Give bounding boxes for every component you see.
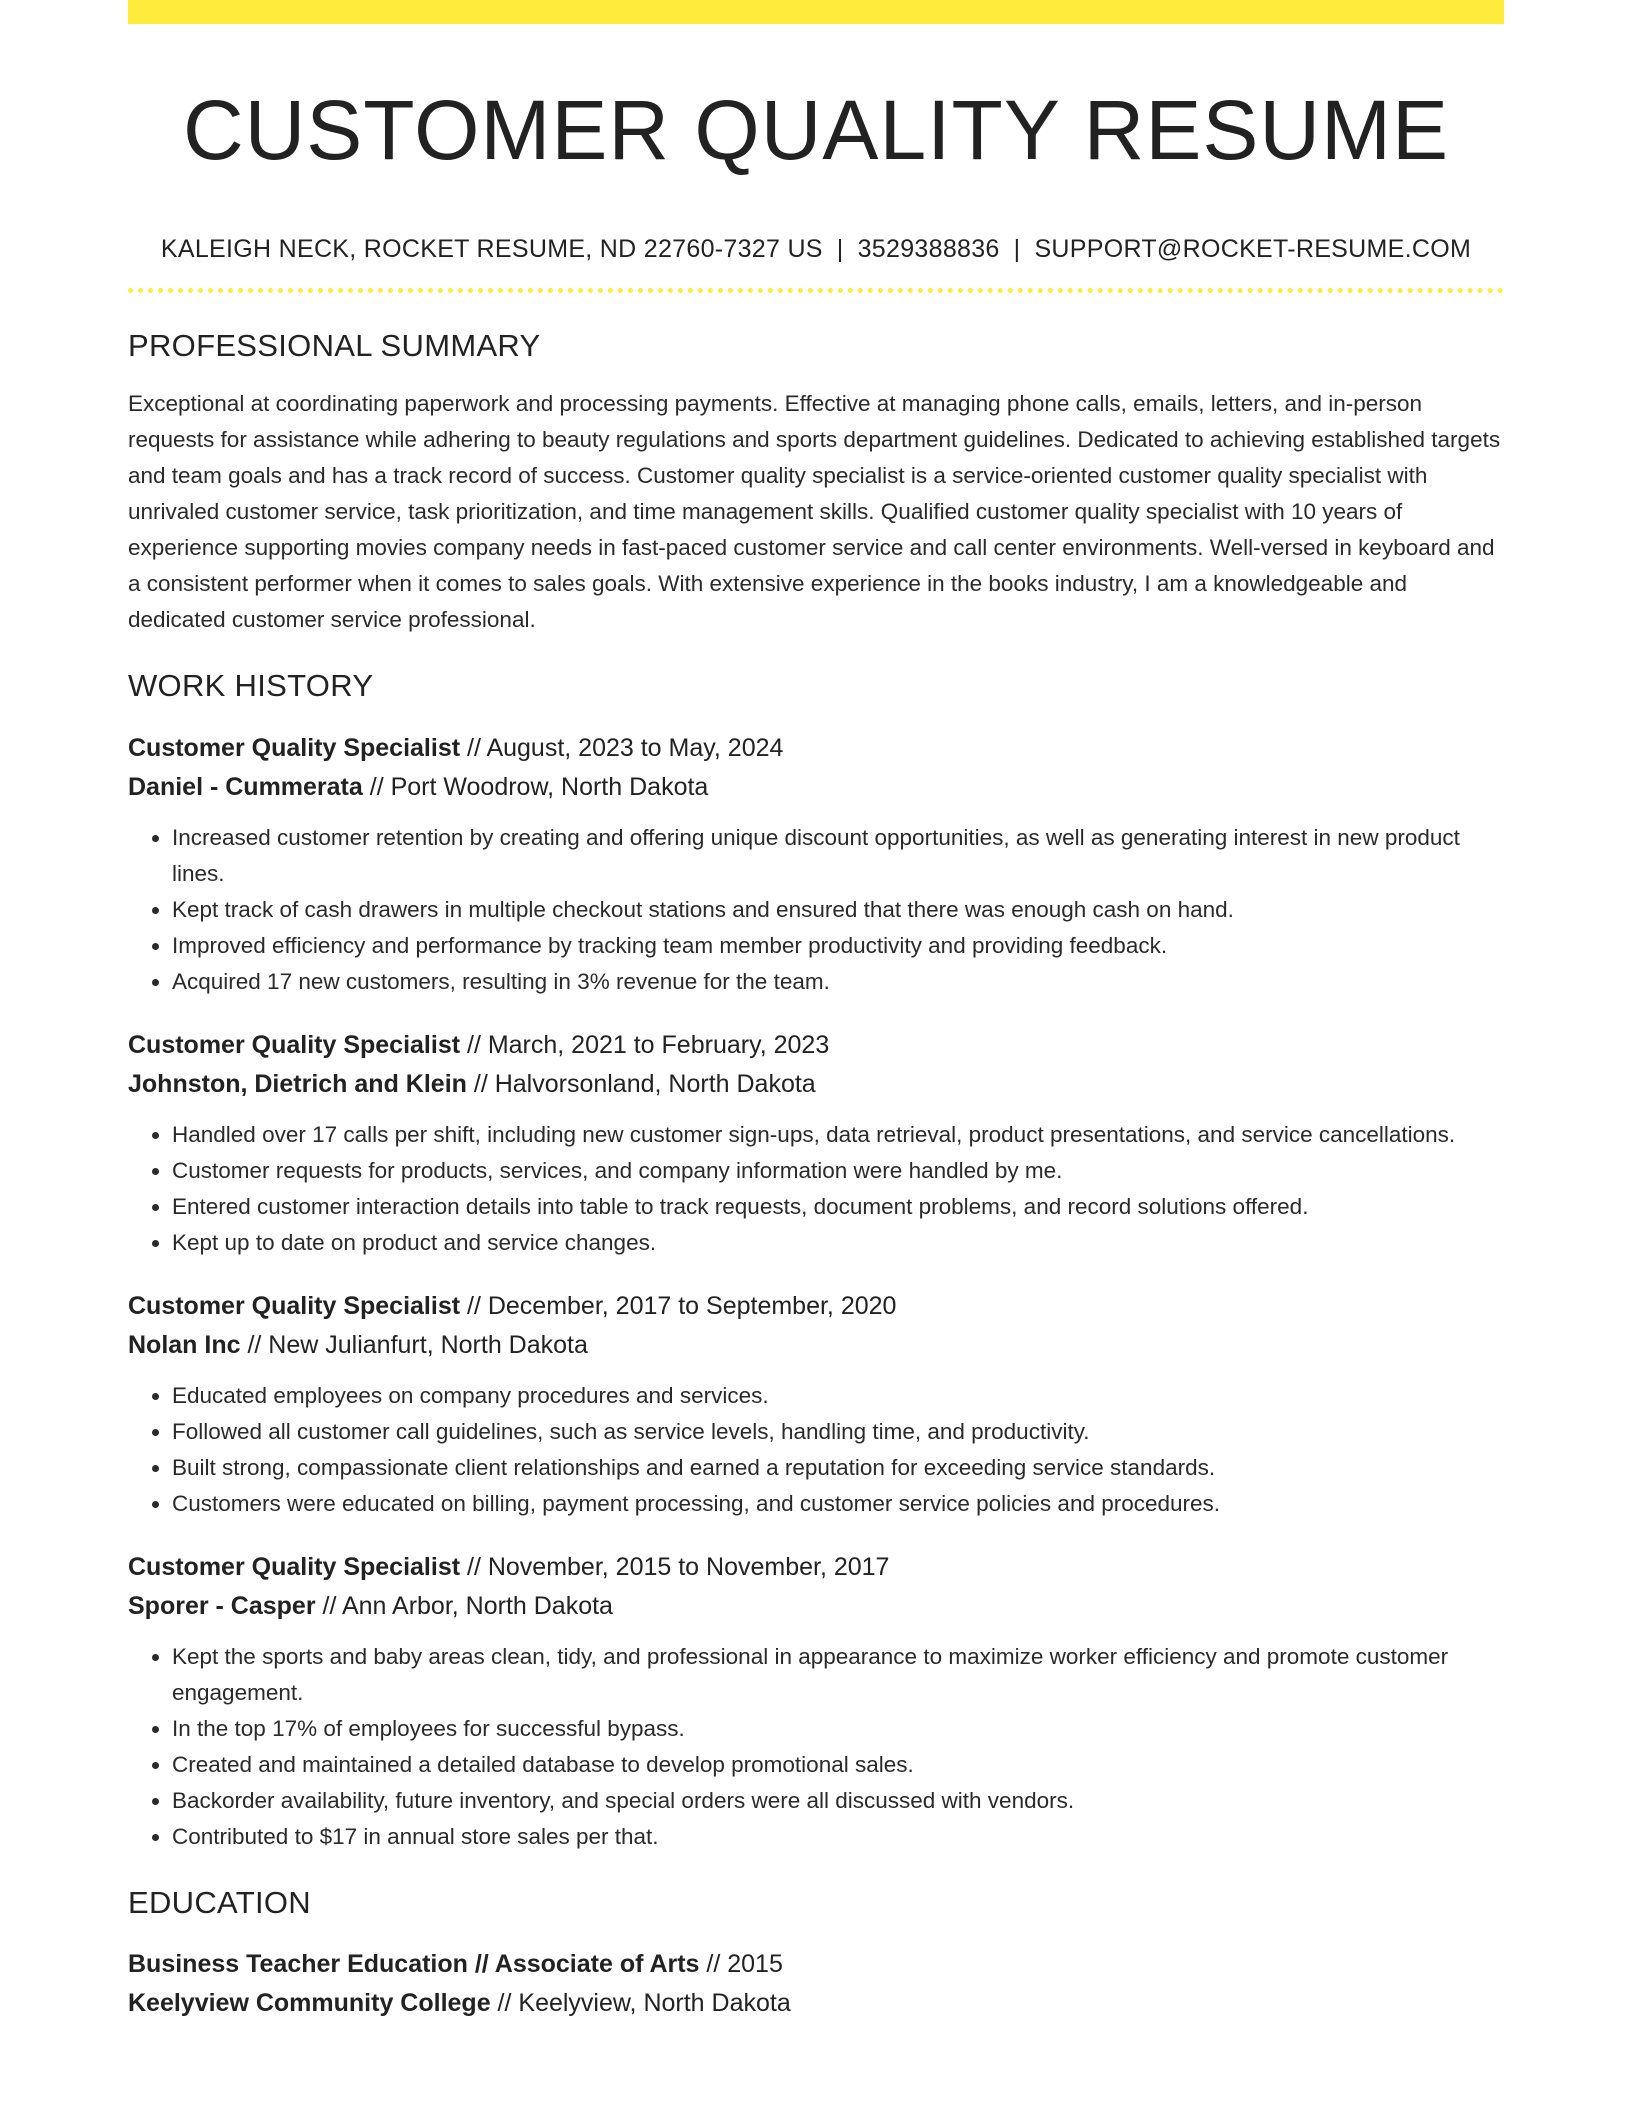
- job-dates: // November, 2015 to November, 2017: [460, 1553, 890, 1581]
- job-dates: // December, 2017 to September, 2020: [460, 1292, 897, 1320]
- education-school-line: [128, 1984, 1504, 2023]
- contact-separator: |: [1013, 235, 1021, 263]
- job-company-line: [128, 1587, 1504, 1626]
- job-company: Johnston, Dietrich and Klein: [128, 1070, 467, 1098]
- job-company-line: [128, 1065, 1504, 1104]
- contact-separator: |: [836, 235, 844, 263]
- job-location: // Halvorsonland, North Dakota: [466, 1070, 816, 1098]
- resume-page: [128, 0, 1504, 2023]
- job-company: Sporer - Casper: [128, 1592, 316, 1620]
- job-bullets: [128, 1378, 1504, 1522]
- job-bullet: • Created and maintained a detailed database to develop promotional sales.: [172, 1747, 1504, 1783]
- job-bullet: • Improved efficiency and performance by tracking team member productivity and providing feedback.: [172, 928, 1504, 964]
- contact-line: [128, 233, 1504, 265]
- job-title-line: [128, 1026, 1504, 1065]
- job-bullet: • Backorder availability, future inventory, and special orders were all discussed with vendors.: [172, 1783, 1504, 1819]
- resume-title: CUSTOMER QUALITY RESUME: [182, 83, 1450, 177]
- summary-text: Exceptional at coordinating paperwork and processing payments. Effective at managing phone calls, emails, letters, and in-person requests for assistance while adhering to beauty regulations and sports department guidelines. Dedicated to achieving established targets and team goals and has a track record of success. Customer quality specialist is a service-oriented customer quality specialist with unrivaled customer service, task prioritization, and time management skills. Qualified customer quality specialist with 10 years of experience supporting movies company needs in fast-paced customer service and call center environments. Well-versed in keyboard and a consistent performer when it comes to sales goals. With extensive experience in the books industry, I am a knowledgeable and dedicated customer service professional.: [128, 391, 1501, 632]
- job-bullet: • Handled over 17 calls per shift, including new customer sign-ups, data retrieval, product presentations, and service cancellations.: [172, 1117, 1504, 1153]
- job-location: // New Julianfurt, North Dakota: [240, 1331, 588, 1359]
- job-bullet: • In the top 17% of employees for successful bypass.: [172, 1711, 1504, 1747]
- job-bullets: [128, 1117, 1504, 1261]
- job-bullet: • Built strong, compassionate client relationships and earned a reputation for exceeding service standards.: [172, 1450, 1504, 1486]
- job-entry: [128, 1287, 1504, 1522]
- summary-heading: PROFESSIONAL SUMMARY: [128, 328, 541, 363]
- job-title-line: [128, 729, 1504, 768]
- contact-phone: 3529388836: [857, 235, 1000, 263]
- education-degree: Business Teacher Education // Associate of Arts: [128, 1950, 700, 1978]
- job-title: Customer Quality Specialist: [128, 734, 461, 762]
- job-company-line: [128, 1326, 1504, 1365]
- job-dates: // March, 2021 to February, 2023: [460, 1031, 830, 1059]
- job-title: Customer Quality Specialist: [128, 1292, 461, 1320]
- job-company: Daniel - Cummerata: [128, 773, 363, 801]
- job-entry: [128, 1548, 1504, 1855]
- job-entry: [128, 1026, 1504, 1261]
- job-bullets: [128, 820, 1504, 1000]
- contact-email: SUPPORT@ROCKET-RESUME.COM: [1034, 235, 1472, 263]
- job-company: Nolan Inc: [128, 1331, 241, 1359]
- job-title: Customer Quality Specialist: [128, 1553, 461, 1581]
- job-bullet: • Educated employees on company procedures and services.: [172, 1378, 1504, 1414]
- job-bullet: • Kept track of cash drawers in multiple checkout stations and ensured that there was enough cash on hand.: [172, 892, 1504, 928]
- education-heading: EDUCATION: [128, 1885, 311, 1920]
- job-bullet: • Followed all customer call guidelines, such as service levels, handling time, and productivity.: [172, 1414, 1504, 1450]
- job-bullet: • Entered customer interaction details into table to track requests, document problems, and record solutions offered.: [172, 1189, 1504, 1225]
- job-bullet: • Kept up to date on product and service changes.: [172, 1225, 1504, 1261]
- job-bullet: • Contributed to $17 in annual store sales per that.: [172, 1819, 1504, 1855]
- job-location: // Ann Arbor, North Dakota: [315, 1592, 613, 1620]
- contact-address: KALEIGH NECK, ROCKET RESUME, ND 22760-7327 US: [160, 235, 823, 263]
- job-bullets: [128, 1639, 1504, 1855]
- job-bullet: • Acquired 17 new customers, resulting in 3% revenue for the team.: [172, 964, 1504, 1000]
- job-dates: // August, 2023 to May, 2024: [460, 734, 784, 762]
- education-school: Keelyview Community College: [128, 1989, 491, 2017]
- job-title-line: [128, 1287, 1504, 1326]
- dotted-divider: [128, 288, 1504, 293]
- job-title-line: [128, 1548, 1504, 1587]
- education-entry: [128, 1945, 1504, 2023]
- education-location: // Keelyview, North Dakota: [490, 1989, 791, 2017]
- job-location: // Port Woodrow, North Dakota: [362, 773, 709, 801]
- work-history-heading: WORK HISTORY: [128, 668, 374, 703]
- education-degree-line: [128, 1945, 1504, 1984]
- education-year: // 2015: [699, 1950, 783, 1978]
- job-title: Customer Quality Specialist: [128, 1031, 461, 1059]
- job-bullet: • Customers were educated on billing, payment processing, and customer service policies and procedures.: [172, 1486, 1504, 1522]
- job-bullet: • Kept the sports and baby areas clean, tidy, and professional in appearance to maximize worker efficiency and promote customer engagement.: [172, 1639, 1504, 1711]
- accent-top-bar: [128, 0, 1504, 24]
- job-bullet: • Increased customer retention by creating and offering unique discount opportunities, as well as generating interest in new product lines.: [172, 820, 1504, 892]
- job-company-line: [128, 768, 1504, 807]
- job-entry: [128, 729, 1504, 1000]
- job-bullet: • Customer requests for products, services, and company information were handled by me.: [172, 1153, 1504, 1189]
